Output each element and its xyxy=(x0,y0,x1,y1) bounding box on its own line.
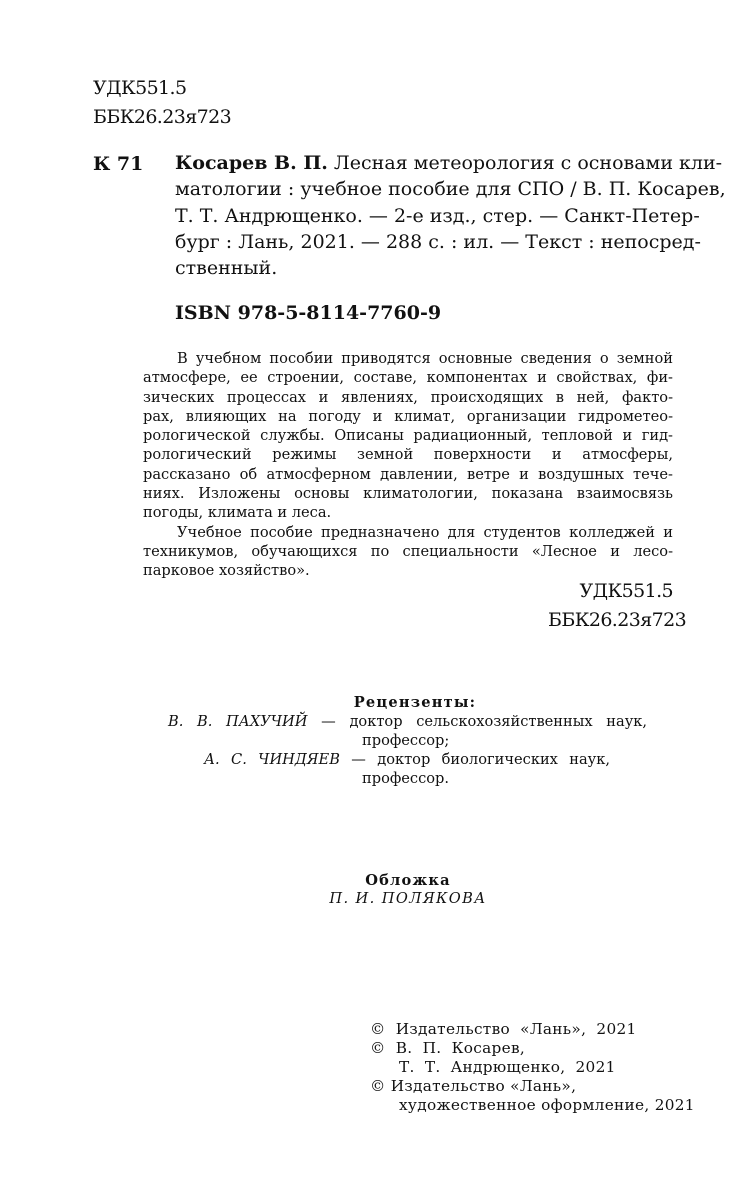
abstract-line: ниях. Изложены основы климатологии, показана взаимосвязь xyxy=(143,485,673,503)
reviewer-name: А. С. ЧИНДЯЕВ xyxy=(204,751,340,768)
udk-block-bottom xyxy=(548,577,687,635)
abstract-line: рологической службы. Описаны радиационный, тепловой и гид- xyxy=(143,427,673,445)
bibliographic-record xyxy=(175,150,726,281)
udk-code: УДК551.5 xyxy=(579,580,673,602)
abstract-line: атмосфере, ее строении, составе, компонентах и свойствах, фи- xyxy=(143,369,673,387)
biblio-line-5: ственный. xyxy=(175,257,278,280)
copyright-line: © В. П. Косарев, xyxy=(370,1039,526,1057)
abstract-line: Учебное пособие предназначено для студентов колледжей и xyxy=(177,523,673,541)
abstract-line: рассказано об атмосферном давлении, ветре и воздушных тече- xyxy=(143,465,673,483)
abstract xyxy=(143,349,673,581)
copyright-line: © Издательство «Лань», xyxy=(370,1077,577,1095)
abstract-line: парковое хозяйство». xyxy=(143,562,310,580)
udk-code: УДК551.5 xyxy=(93,77,187,99)
copyright-block xyxy=(370,1020,695,1115)
biblio-line-1 xyxy=(175,150,723,176)
reviewer-continuation: профессор. xyxy=(362,770,450,787)
copyright-line: художественное оформление, 2021 xyxy=(399,1096,695,1114)
title-start: Лесная метеорология с основами кли- xyxy=(333,152,723,174)
cover-heading: Обложка xyxy=(365,872,451,889)
biblio-line-4: бург : Лань, 2021. — 288 с. : ил. — Текст : непосред- xyxy=(175,230,701,253)
reviewer-entry xyxy=(168,712,647,731)
abstract-line: рах, влияющих на погоду и климат, организации гидрометео- xyxy=(143,407,673,425)
reviewer-dash: — xyxy=(351,751,366,768)
reviewer-description: доктор сельскохозяйственных наук, xyxy=(349,713,648,730)
abstract-line: рологический режимы земной поверхности и атмосферы, xyxy=(143,446,673,464)
bbk-code: ББК26.23я723 xyxy=(93,106,232,128)
biblio-line-3: Т. Т. Андрющенко. — 2-е изд., стер. — Санкт-Петер- xyxy=(175,204,700,227)
reviewer-continuation: профессор; xyxy=(362,732,450,749)
abstract-line: В учебном пособии приводятся основные сведения о земной xyxy=(177,350,673,367)
cover-artist: П. И. ПОЛЯКОВА xyxy=(329,890,487,907)
isbn: ISBN 978-5-8114-7760-9 xyxy=(175,302,442,324)
reviewer-description: доктор биологических наук, xyxy=(377,751,611,768)
abstract-line: погоды, климата и леса. xyxy=(143,504,332,522)
biblio-line-2: матологии : учебное пособие для СПО / В. П. Косарев, xyxy=(175,178,726,201)
reviewer-dash: — xyxy=(321,713,336,730)
reviewers-heading: Рецензенты: xyxy=(353,694,477,711)
copyright-line: Т. Т. Андрющенко, 2021 xyxy=(399,1058,616,1076)
author-name: Косарев В. П. xyxy=(175,152,328,174)
abstract-line: зических процессах и явлениях, происходящих в ней, факто- xyxy=(143,388,673,406)
author-mark: К 71 xyxy=(93,153,144,175)
bbk-code: ББК26.23я723 xyxy=(548,609,687,631)
copyright-line: © Издательство «Лань», 2021 xyxy=(370,1020,637,1038)
reviewer-entry xyxy=(204,750,610,769)
reviewer-name: В. В. ПАХУЧИЙ xyxy=(168,713,308,730)
abstract-line: техникумов, обучающихся по специальности «Лесное и лесо- xyxy=(143,542,673,560)
udk-block-top xyxy=(93,74,231,132)
